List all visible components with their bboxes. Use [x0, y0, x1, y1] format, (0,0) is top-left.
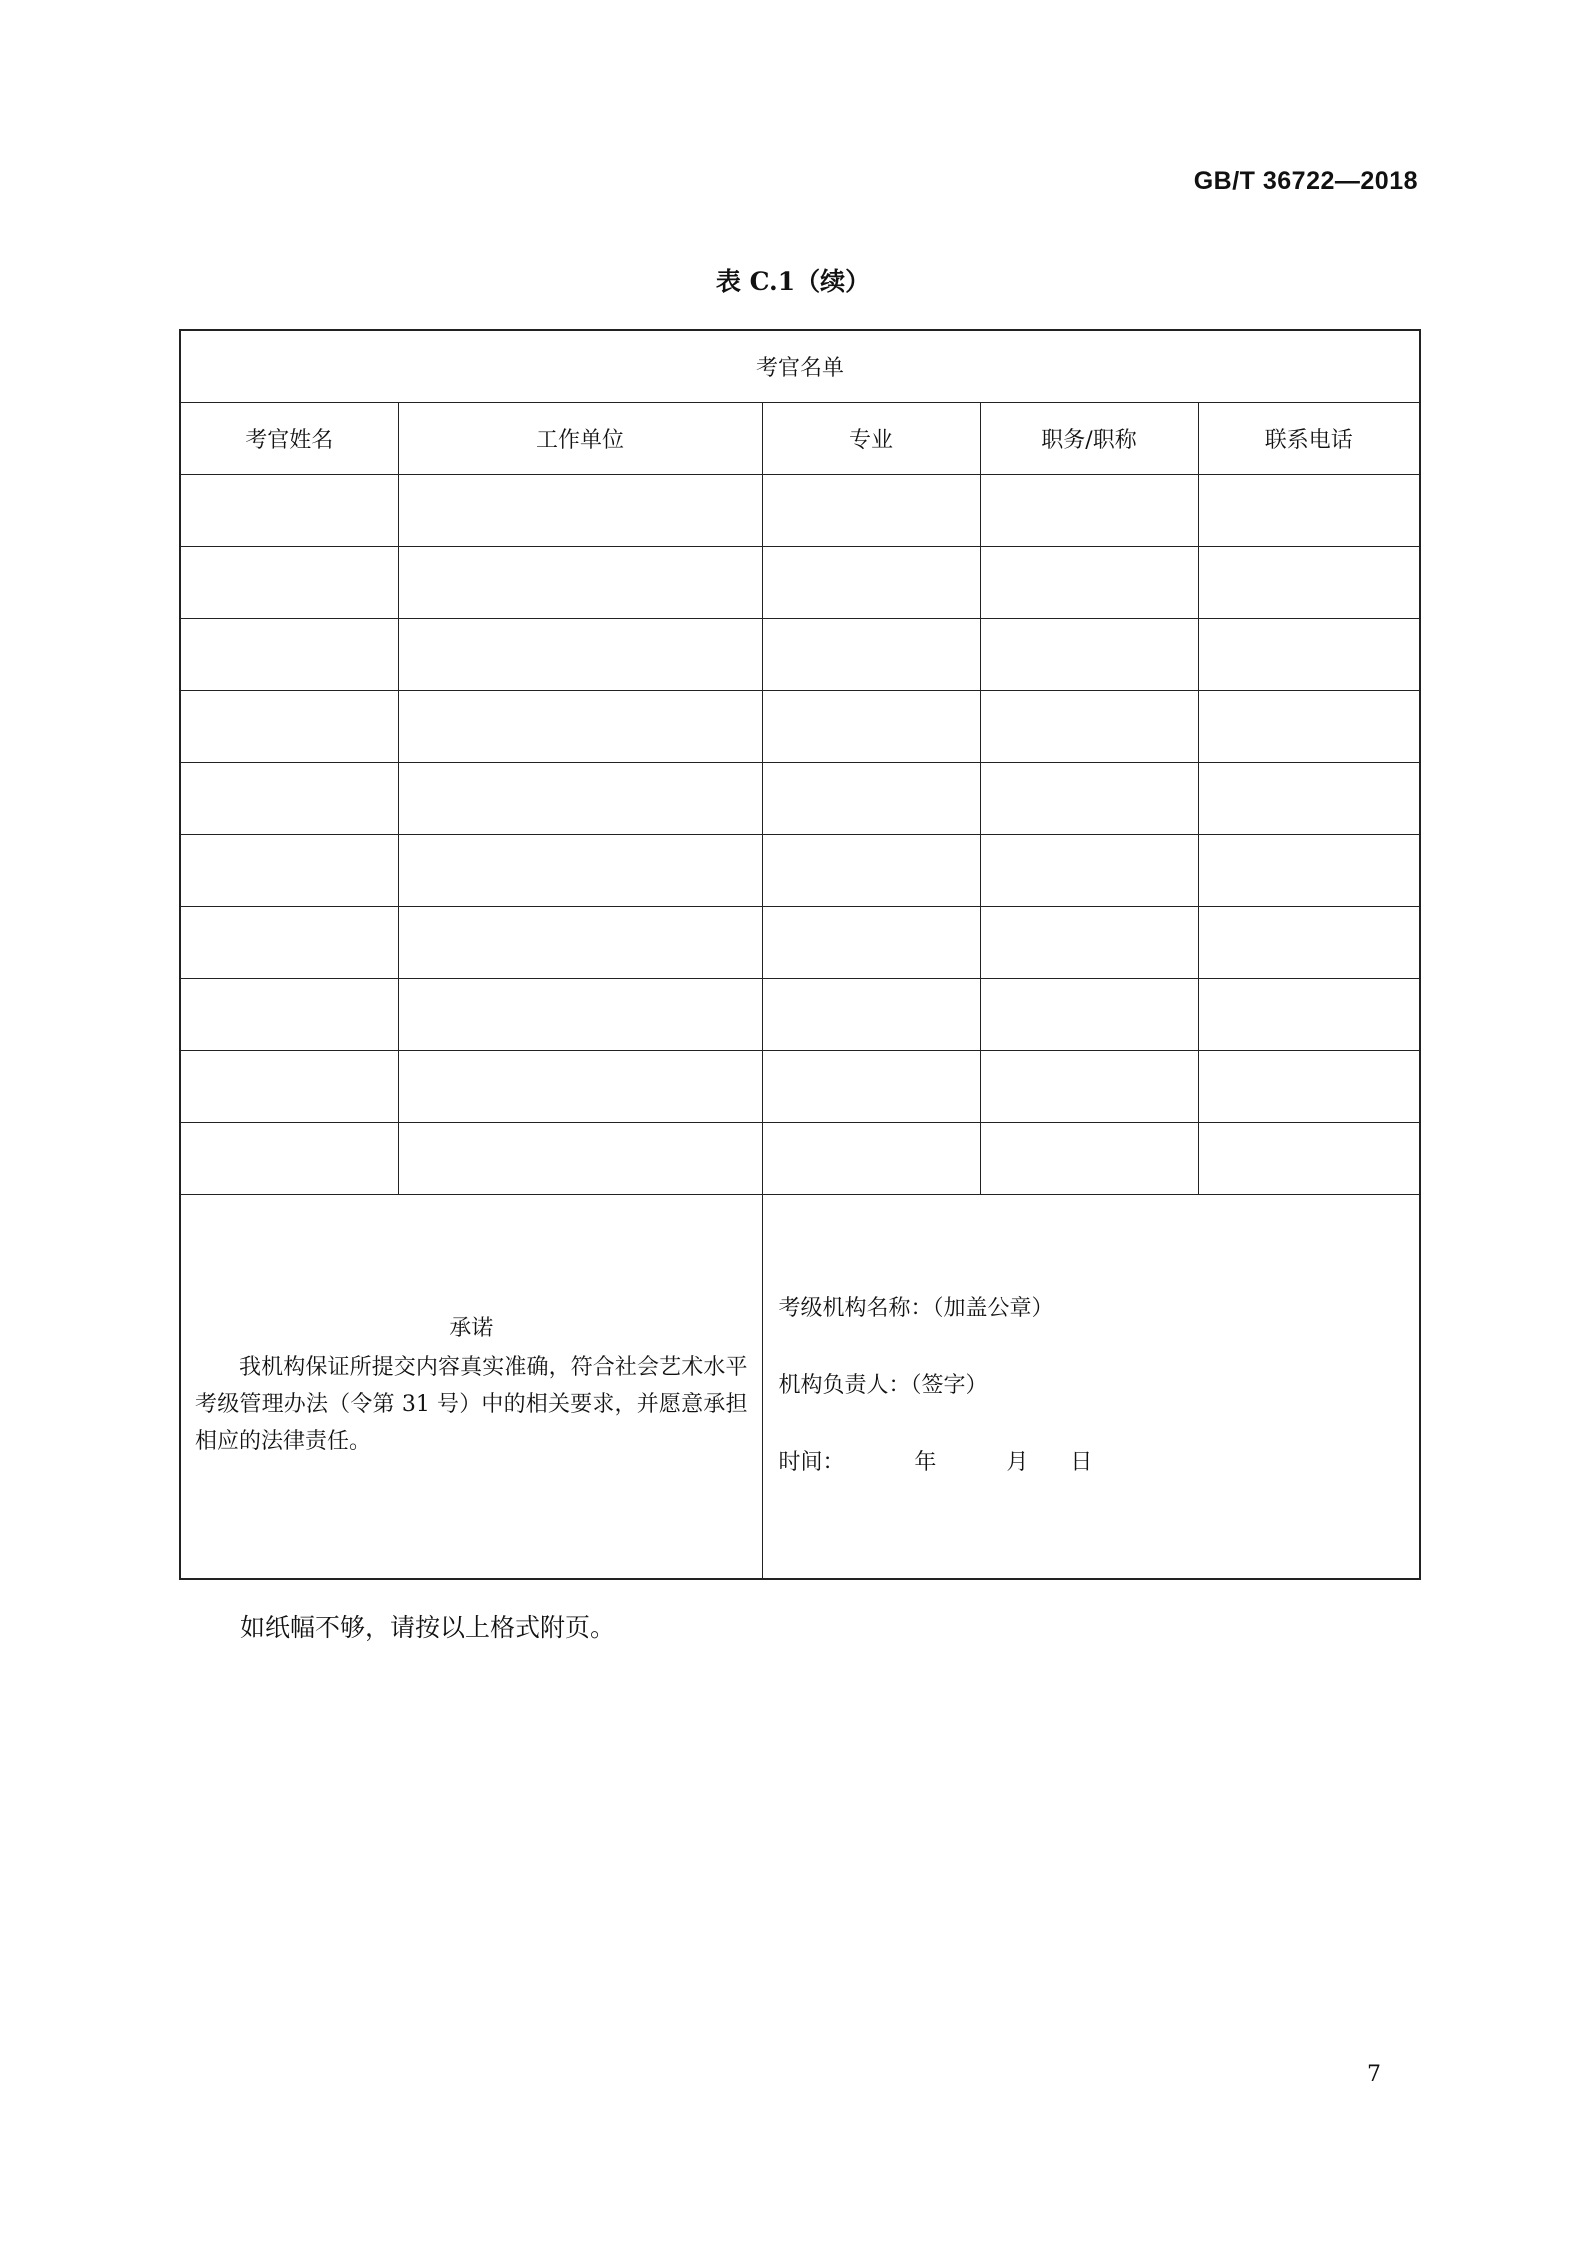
- org-name-line: 考级机构名称：（加盖公章）: [778, 1296, 1054, 1321]
- table-cell: [1198, 547, 1420, 619]
- table-cell: [980, 475, 1198, 547]
- column-header-employer: 工作单位: [398, 403, 762, 475]
- table-cell: [762, 907, 980, 979]
- table-cell: [398, 475, 762, 547]
- pledge-title: 承诺: [449, 1316, 494, 1341]
- table-cell: [762, 763, 980, 835]
- standard-code: GB/T 36722—2018: [1193, 167, 1418, 195]
- table-cell: [762, 619, 980, 691]
- table-cell: [980, 619, 1198, 691]
- table-cell: [1198, 763, 1420, 835]
- table-cell: [180, 907, 398, 979]
- responsible-line: 机构负责人：（签字）: [778, 1373, 988, 1398]
- table-cell: [398, 979, 762, 1051]
- table-cell: [180, 691, 398, 763]
- table-cell: [1198, 475, 1420, 547]
- table-cell: [398, 1051, 762, 1123]
- table-cell: [1198, 1123, 1420, 1195]
- table-cell: [762, 691, 980, 763]
- table-cell: [180, 619, 398, 691]
- table-row: [180, 763, 1420, 835]
- table-cell: [1198, 835, 1420, 907]
- table-cell: [980, 907, 1198, 979]
- pledge-text: 我机构保证所提交内容真实准确，符合社会艺术水平考级管理办法（令第 31 号）中的相关要求，并愿意承担相应的法律责任。: [195, 1355, 748, 1454]
- table-caption: 表 C.1（续）: [715, 267, 871, 296]
- table-cell: [398, 691, 762, 763]
- table-row: [180, 1051, 1420, 1123]
- page-number: 7: [1367, 2062, 1381, 2087]
- date-line: 时间： 年 月 日: [778, 1450, 1093, 1475]
- table-cell: [180, 979, 398, 1051]
- empty-rows: [180, 475, 1420, 1195]
- table-cell: [398, 1123, 762, 1195]
- table-cell: [180, 1123, 398, 1195]
- column-header-phone: 联系电话: [1198, 403, 1420, 475]
- table-cell: [762, 1051, 980, 1123]
- table-cell: [1198, 979, 1420, 1051]
- examiner-list-table: [179, 329, 1421, 1580]
- table-cell: [980, 1051, 1198, 1123]
- table-cell: [762, 979, 980, 1051]
- table-cell: [762, 475, 980, 547]
- table-cell: [980, 547, 1198, 619]
- table-cell: [398, 835, 762, 907]
- table-cell: [398, 619, 762, 691]
- table-cell: [980, 835, 1198, 907]
- table-cell: [762, 1123, 980, 1195]
- table-cell: [762, 547, 980, 619]
- table-row: [180, 619, 1420, 691]
- table-cell: [180, 475, 398, 547]
- pledge-cell: [180, 1195, 762, 1580]
- table-cell: [1198, 691, 1420, 763]
- table-row: [180, 1123, 1420, 1195]
- table-cell: [180, 547, 398, 619]
- column-header-name: 考官姓名: [180, 403, 398, 475]
- table-cell: [398, 763, 762, 835]
- column-header-title: 职务/职称: [980, 403, 1198, 475]
- table-row: [180, 691, 1420, 763]
- table-cell: [1198, 1051, 1420, 1123]
- footnote: 如纸幅不够，请按以上格式附页。: [240, 1613, 616, 1642]
- column-header-specialty: 专业: [762, 403, 980, 475]
- table-cell: [980, 979, 1198, 1051]
- table-cell: [1198, 907, 1420, 979]
- table-cell: [1198, 619, 1420, 691]
- table-title: 考官名单: [180, 330, 1420, 403]
- table-cell: [180, 1051, 398, 1123]
- table-cell: [180, 763, 398, 835]
- signature-cell: [762, 1195, 1420, 1580]
- table-row: [180, 835, 1420, 907]
- table-cell: [180, 835, 398, 907]
- table-row: [180, 475, 1420, 547]
- table-cell: [980, 1123, 1198, 1195]
- table-row: [180, 547, 1420, 619]
- table-cell: [398, 547, 762, 619]
- table-row: [180, 907, 1420, 979]
- table-cell: [762, 835, 980, 907]
- table-cell: [980, 691, 1198, 763]
- table-cell: [980, 763, 1198, 835]
- table-cell: [398, 907, 762, 979]
- table-row: [180, 979, 1420, 1051]
